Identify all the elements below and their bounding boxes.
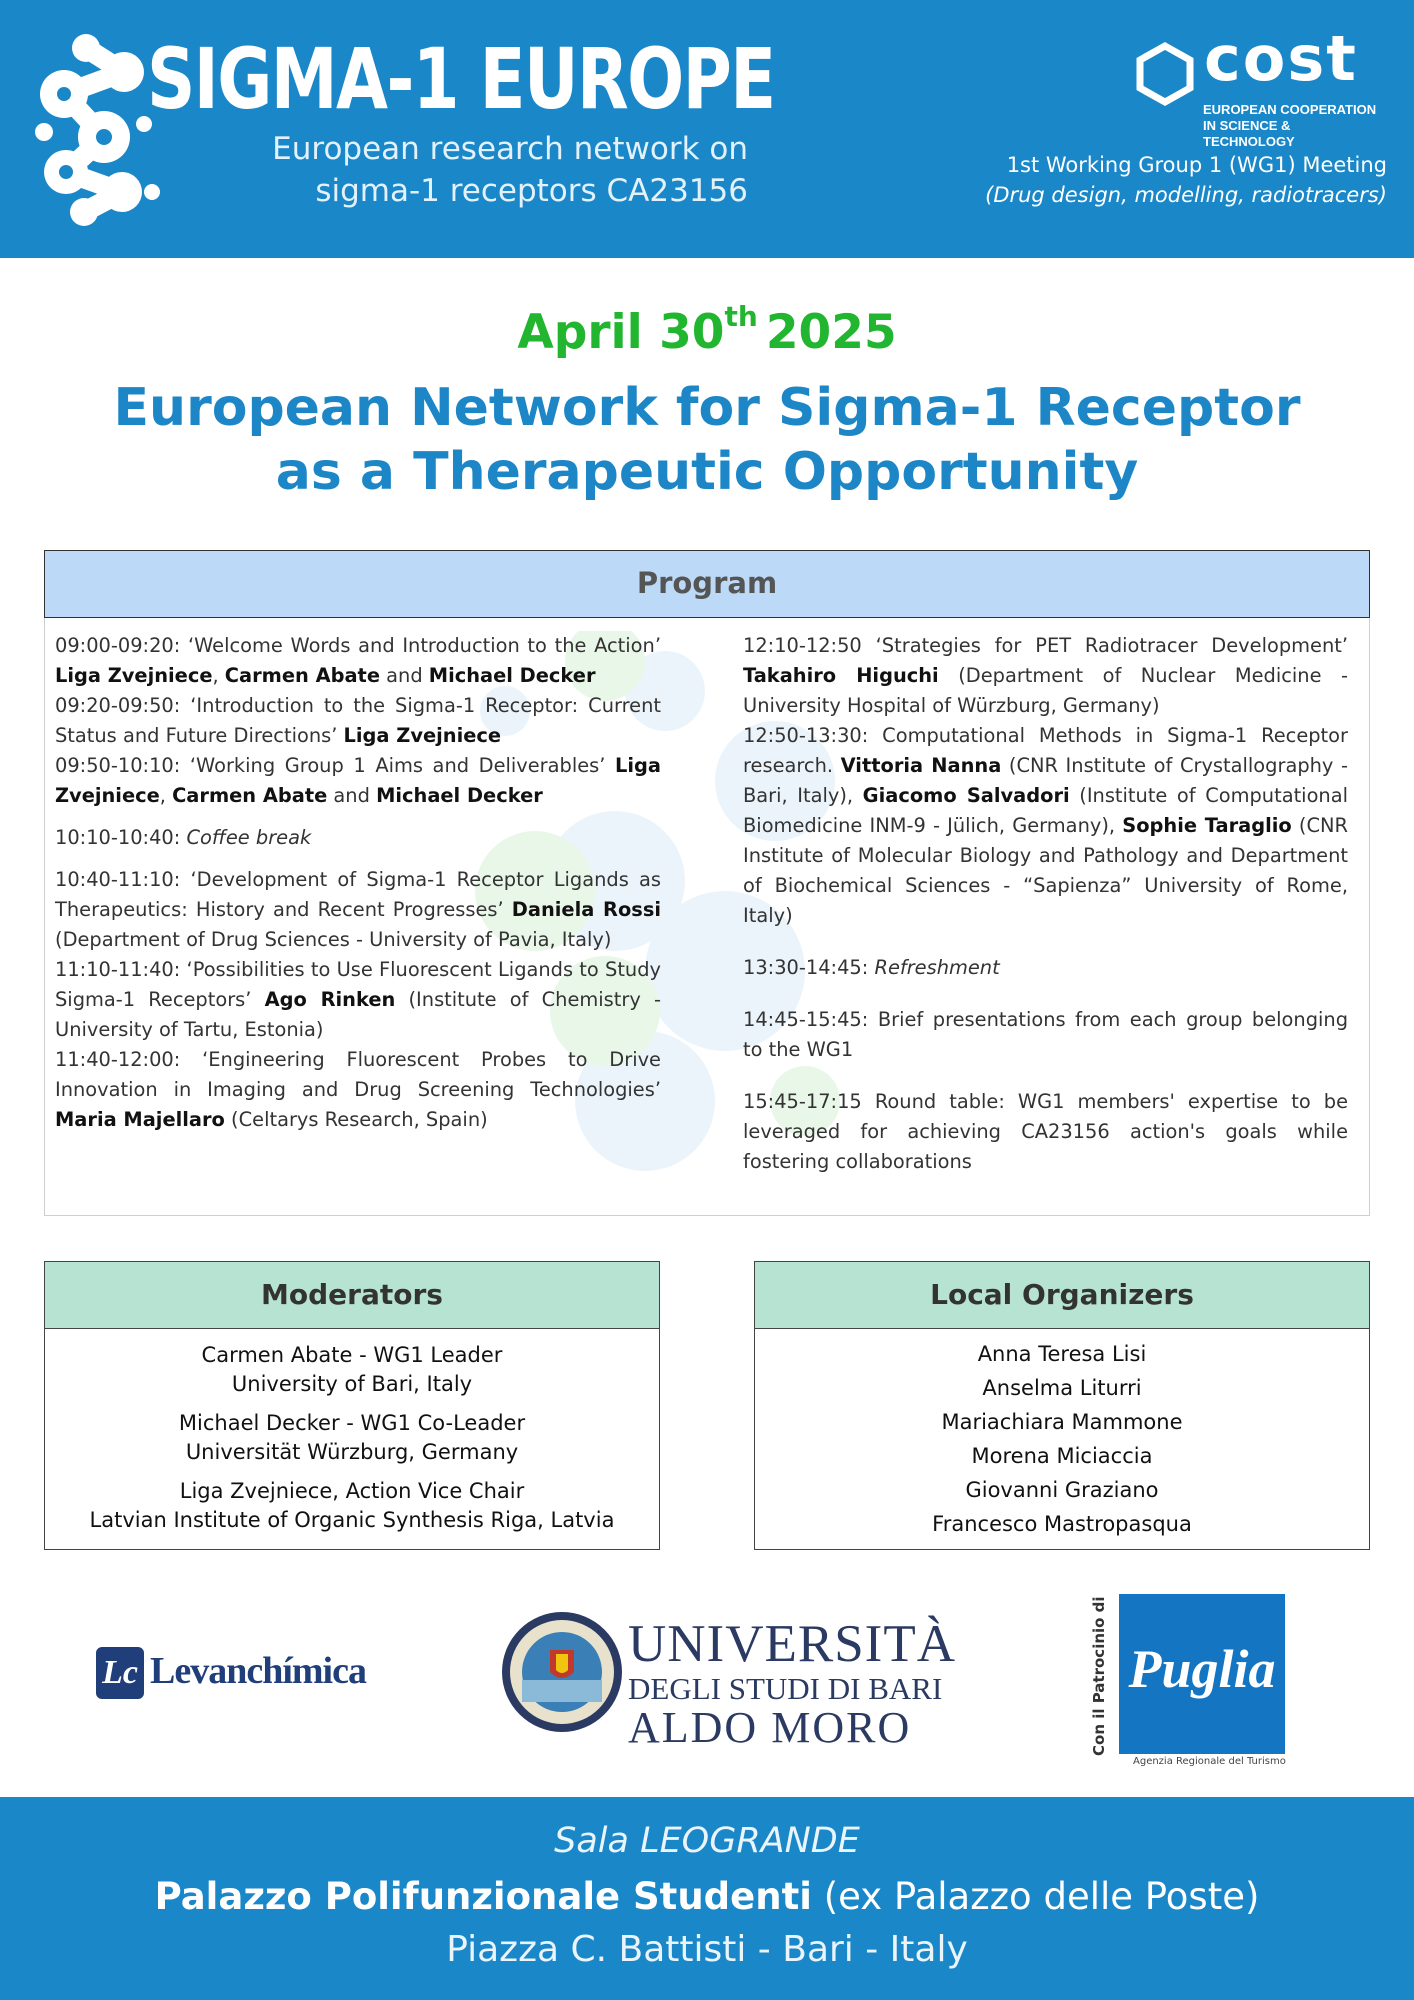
cost-hexagon-icon (1136, 42, 1194, 106)
entry-title: ‘Possibilities to Use Fluorescent Ligands to Study Sigma-1 Receptors’ (55, 958, 661, 1011)
program-entry (55, 631, 661, 691)
meeting-subtitle: (Drug design, modelling, radiotracers) (985, 183, 1387, 207)
event-title-line2: as a Therapeutic Opportunity (275, 442, 1139, 502)
entry-title: Computational Methods in Sigma-1 Receptor research. (743, 724, 1348, 777)
entry-time: 09:20-09:50: (55, 694, 181, 717)
cost-tagline-line1: EUROPEAN COOPERATION (1203, 102, 1377, 117)
entry-time: 09:50-10:10: (55, 754, 181, 777)
university-seal-icon (500, 1610, 624, 1734)
entry-title: ‘Welcome Words and Introduction to the Action’ (180, 634, 661, 657)
entry-title: Round table: WG1 members' expertise to be leveraged for achieving CA23156 action's goals while fostering collaborations (743, 1090, 1348, 1173)
meeting-info (985, 150, 1387, 210)
puglia-logo: Puglia (1119, 1594, 1285, 1754)
program-entry (55, 751, 661, 811)
cost-logo-text: cost (1204, 22, 1358, 95)
organizer-item: Anselma Liturri (982, 1376, 1142, 1400)
cost-tagline (1203, 102, 1383, 150)
speaker-name: Michael Decker (428, 664, 596, 687)
entry-time: 11:40-12:00: (55, 1048, 181, 1071)
date-ordinal: th (724, 300, 758, 333)
speaker-name: Liga Zvejniece (343, 724, 502, 747)
moderator-role: Liga Zvejniece, Action Vice Chair (179, 1479, 525, 1503)
venue-building-name: Palazzo Polifunzionale Studenti (154, 1875, 812, 1918)
university-name-line2: DEGLI STUDI DI BARI (628, 1671, 943, 1706)
speaker-affiliation: (Institute of Computational Biomedicine INM-9 - Jülich, Germany), (743, 784, 1348, 837)
program-column-right (743, 631, 1348, 1177)
moderator-role: Michael Decker - WG1 Co-Leader (178, 1411, 526, 1435)
entry-time: 09:00-09:20: (55, 634, 181, 657)
break-label: Coffee break (186, 826, 312, 849)
program-entry (55, 691, 661, 751)
moderator-affiliation: University of Bari, Italy (231, 1372, 473, 1396)
moderator-affiliation: Latvian Institute of Organic Synthesis Riga, Latvia (89, 1508, 615, 1532)
venue-address: Piazza C. Battisti - Bari - Italy (446, 1929, 968, 1970)
program-entry (743, 631, 1348, 721)
speaker-separator: and (379, 664, 429, 687)
sigma-molecule-logo-icon (24, 32, 164, 227)
organizer-item: Anna Teresa Lisi (977, 1342, 1147, 1366)
speaker-affiliation: (Department of Nuclear Medicine - University Hospital of Würzburg, Germany) (743, 664, 1348, 717)
program-entry (743, 721, 1348, 931)
program-panel (44, 550, 1370, 1216)
venue-building-alt: (ex Palazzo delle Poste) (811, 1875, 1260, 1918)
speaker-name: Carmen Abate (172, 784, 328, 807)
organizer-item: Morena Miciaccia (971, 1444, 1153, 1468)
moderators-list (45, 1341, 659, 1535)
break-label: Refreshment (874, 956, 1000, 979)
speaker-affiliation: (CNR Institute of Molecular Biology and Pathology and Department of Biochemical Sciences - “Sapienza” University of Rome, Italy) (743, 814, 1348, 927)
brand-title: SIGMA-1 EUROPE (147, 30, 775, 128)
organizers-panel (754, 1261, 1370, 1550)
entry-title: ‘Strategies for PET Radiotracer Development’ (861, 634, 1348, 657)
program-entry (55, 1045, 661, 1135)
organizer-item: Giovanni Graziano (965, 1478, 1159, 1502)
organizers-heading: Local Organizers (755, 1262, 1369, 1329)
speaker-name: Takahiro Higuchi (743, 664, 939, 687)
speaker-name: Ago Rinken (264, 988, 396, 1011)
venue-building (0, 1875, 1414, 1918)
venue-footer (0, 1797, 1414, 2000)
entry-title: ‘Introduction to the Sigma-1 Receptor: Current Status and Future Directions’ (55, 694, 661, 747)
speaker-name: Michael Decker (376, 784, 543, 807)
speaker-name: Liga Zvejniece (55, 754, 661, 807)
entry-title: ‘Development of Sigma-1 Receptor Ligands as Therapeutics: History and Recent Progresses’ (55, 868, 661, 921)
header-band (0, 0, 1414, 258)
date-year: 2025 (765, 305, 897, 360)
university-name-line3: ALDO MORO (628, 1703, 912, 1752)
organizer-item: Francesco Mastropasqua (932, 1512, 1192, 1536)
event-title-line1: European Network for Sigma-1 Receptor (113, 378, 1301, 438)
entry-time: 13:30-14:45: (743, 956, 869, 979)
entry-time: 10:10-10:40: (55, 826, 181, 849)
venue-room: Sala LEOGRANDE (554, 1821, 860, 1861)
university-name (628, 1615, 956, 1752)
speaker-affiliation: (CNR Institute of Crystallography - Bari, Italy), (743, 754, 1348, 807)
moderator-affiliation: Universität Würzburg, Germany (185, 1440, 519, 1464)
date-day: April 30 (517, 305, 725, 360)
speaker-name: Daniela Rossi (511, 898, 662, 921)
moderator-item (45, 1341, 659, 1399)
levanchimica-logo (96, 1645, 390, 1701)
program-entry (743, 1087, 1348, 1177)
program-entry (55, 865, 661, 955)
meeting-title: 1st Working Group 1 (WG1) Meeting (1006, 153, 1387, 177)
entry-time: 11:10-11:40: (55, 958, 181, 981)
speaker-name: Giacomo Salvadori (862, 784, 1070, 807)
event-title (0, 376, 1414, 504)
entry-time: 14:45-15:45: (743, 1008, 869, 1031)
moderator-role: Carmen Abate - WG1 Leader (201, 1343, 503, 1367)
cost-tagline-line2: IN SCIENCE & TECHNOLOGY (1203, 118, 1295, 149)
entry-time: 12:10-12:50 (743, 634, 862, 657)
speaker-affiliation: (Institute of Chemistry - University of Tartu, Estonia) (55, 988, 662, 1041)
program-break (743, 953, 1348, 983)
entry-title: ‘Engineering Fluorescent Probes to Drive Innovation in Imaging and Drug Screening Technologies’ (55, 1048, 661, 1101)
moderator-item (45, 1409, 659, 1467)
brand-subtitle-line1: European research network on (272, 131, 748, 167)
organizers-list (755, 1329, 1369, 1541)
entry-title: Brief presentations from each group belonging to the WG1 (743, 1008, 1348, 1061)
speaker-separator: , (159, 784, 173, 807)
entry-time: 12:50-13:30: (743, 724, 869, 747)
puglia-agency-text: Agenzia Regionale del Turismo (1133, 1756, 1286, 1767)
levanchimica-badge-icon: Lc (96, 1647, 144, 1699)
program-break (55, 823, 661, 853)
speaker-affiliation: (Department of Drug Sciences - University of Pavia, Italy) (55, 928, 612, 951)
entry-time: 15:45-17:15 (743, 1090, 862, 1113)
moderators-panel (44, 1261, 660, 1550)
speaker-name: Carmen Abate (224, 664, 380, 687)
speaker-name: Liga Zvejniece (55, 664, 213, 687)
speaker-name: Vittoria Nanna (840, 754, 1002, 777)
puglia-promo-text: PROMOZIONE (1127, 1720, 1272, 1744)
speaker-separator: , (212, 664, 225, 687)
program-entry (55, 955, 661, 1045)
program-entry (743, 1005, 1348, 1065)
entry-title: ‘Working Group 1 Aims and Deliverables’ (180, 754, 616, 777)
brand-subtitle-line2: sigma-1 receptors CA23156 (315, 173, 748, 209)
brand-subtitle (272, 128, 748, 212)
organizer-item: Mariachiara Mammone (941, 1410, 1183, 1434)
speaker-name: Maria Majellaro (55, 1108, 225, 1131)
moderators-heading: Moderators (45, 1262, 659, 1329)
speaker-affiliation: (Celtarys Research, Spain) (224, 1108, 488, 1131)
speaker-separator: and (327, 784, 377, 807)
puglia-patronage-label: Con il Patrocinio di (1090, 1596, 1108, 1756)
program-heading: Program (44, 550, 1370, 618)
entry-time: 10:40-11:10: (55, 868, 181, 891)
university-name-line1: UNIVERSITÀ (628, 1615, 956, 1673)
speaker-name: Sophie Taraglio (1122, 814, 1292, 837)
program-column-left (55, 631, 661, 1135)
levanchimica-name: Levanchímica (150, 1650, 366, 1692)
event-date (0, 300, 1414, 360)
moderator-item (45, 1477, 659, 1535)
